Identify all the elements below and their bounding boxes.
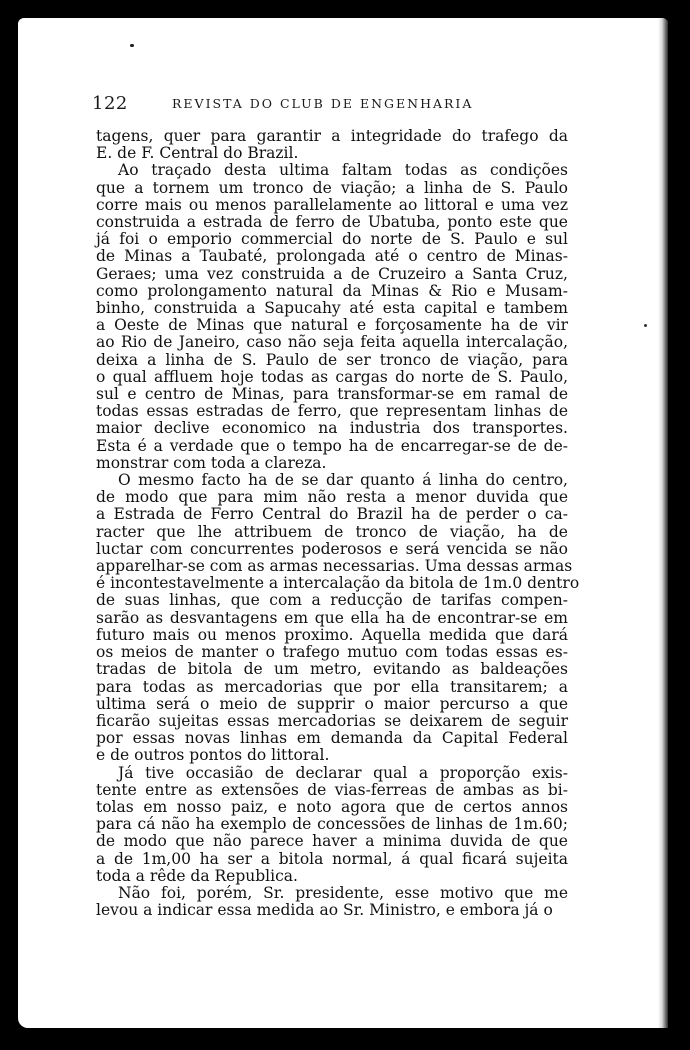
text-line: tolas em nosso paiz, e noto agora que de certos annos [96, 797, 568, 816]
text-line: apparelhar-se com as armas necessarias. Uma dessas armas [96, 557, 573, 576]
text-line: de suas linhas, que com a reducção de tarifas compen- [96, 591, 568, 610]
text-line: como prolongamento natural da Minas & Rio e Musam- [96, 281, 568, 300]
text-line: de modo que para mim não resta a menor duvida que [96, 488, 568, 507]
text-line: a Oeste de Minas que natural e forçosamente ha de vir [96, 316, 568, 335]
text-line: toda a rêde da Republica. [96, 866, 298, 885]
text-line: racter que lhe attribuem de tronco de viação, ha de [96, 522, 568, 541]
ink-speck [644, 324, 647, 327]
text-line: luctar com concurrentes poderosos e será vencida se não [96, 539, 568, 558]
text-line: construida a estrada de ferro de Ubatuba, ponto este que [96, 213, 568, 232]
text-line: de modo que não parece haver a minima duvida de que [96, 832, 568, 851]
page-header [92, 93, 562, 117]
running-title: REVISTA DO CLUB DE ENGENHARIA [172, 96, 474, 111]
text-line: por essas novas linhas em demanda da Capital Federal [96, 729, 568, 748]
body-text [96, 127, 580, 920]
text-line: sul e centro de Minas, para transformar-se em ramal de [96, 385, 568, 404]
text-line: ficarão sujeitas essas mercadorias se deixarem de seguir [96, 711, 568, 730]
text-line: já foi o emporio commercial do norte de S. Paulo e sul [96, 230, 568, 249]
ink-speck [130, 44, 134, 47]
text-line: tagens, quer para garantir a integridade do trafego da [96, 127, 568, 145]
page-edge-shadow [658, 18, 668, 1028]
text-line: Não foi, porém, Sr. presidente, esse motivo que me [118, 883, 568, 902]
text-line: que a tornem um tronco de viação; a linha de S. Paulo [96, 178, 568, 197]
paragraph [96, 162, 568, 472]
text-line: levou a indicar essa medida ao Sr. Ministro, e embora já o [96, 901, 553, 920]
text-line: os meios de manter o trafego mutuo com todas essas es- [96, 643, 568, 662]
text-line: é incontestavelmente a intercalação da bitola de 1m.0 dentro [96, 574, 580, 593]
text-line: Já tive occasião de declarar qual a proporção exis- [118, 763, 568, 782]
text-line: E. de F. Central do Brazil. [96, 144, 299, 163]
paragraph [96, 765, 568, 885]
text-line: futuro mais ou menos proximo. Aquella medida que dará [96, 625, 568, 644]
text-line: Ao traçado desta ultima faltam todas as condições [118, 161, 568, 180]
text-line: sarão as desvantagens em que ella ha de encontrar-se em [96, 608, 568, 627]
text-line: e de outros pontos do littoral. [96, 746, 330, 765]
text-line: tente entre as extensões de vias-ferreas de ambas as bi- [96, 780, 568, 799]
text-line: de Minas a Taubaté, prolongada até o centro de Minas- [96, 247, 568, 266]
paragraph [96, 471, 580, 765]
text-line: corre mais ou menos parallelamente ao littoral e uma vez [96, 195, 568, 214]
text-line: Esta é a verdade que o tempo ha de encarregar-se de de- [96, 436, 568, 455]
text-line: para todas as mercadorias que por ella transitarem; a [96, 677, 568, 696]
text-line: maior declive economico na industria dos transportes. [96, 419, 568, 438]
paragraph [96, 128, 568, 162]
text-line: O mesmo facto ha de se dar quanto á linha do centro, [118, 471, 568, 490]
text-line: a Estrada de Ferro Central do Brazil ha de perder o ca- [96, 505, 568, 524]
text-line: ao Rio de Janeiro, caso não seja feita aquella intercalação, [96, 333, 568, 352]
text-line: para cá não ha exemplo de concessões de linhas de 1m.60; [96, 815, 568, 834]
text-line: todas essas estradas de ferro, que representam linhas de [96, 402, 568, 421]
text-line: tradas de bitola de um metro, evitando as baldeações [96, 660, 568, 679]
text-line: o qual affluem hoje todas as cargas do norte de S. Paulo, [96, 367, 568, 386]
page-number: 122 [92, 93, 128, 114]
text-line: binho, construida a Sapucahy até esta capital e tambem [96, 299, 568, 318]
text-line: deixa a linha de S. Paulo de ser tronco de viação, para [96, 350, 568, 369]
text-line: monstrar com toda a clareza. [96, 453, 327, 472]
paragraph [96, 885, 568, 919]
text-line: Geraes; uma vez construida a de Cruzeiro a Santa Cruz, [96, 264, 568, 283]
text-line: a de 1m,00 ha ser a bitola normal, á qual ficará sujeita [96, 849, 568, 868]
text-line: ultima será o meio de supprir o maior percurso a que [96, 694, 568, 713]
